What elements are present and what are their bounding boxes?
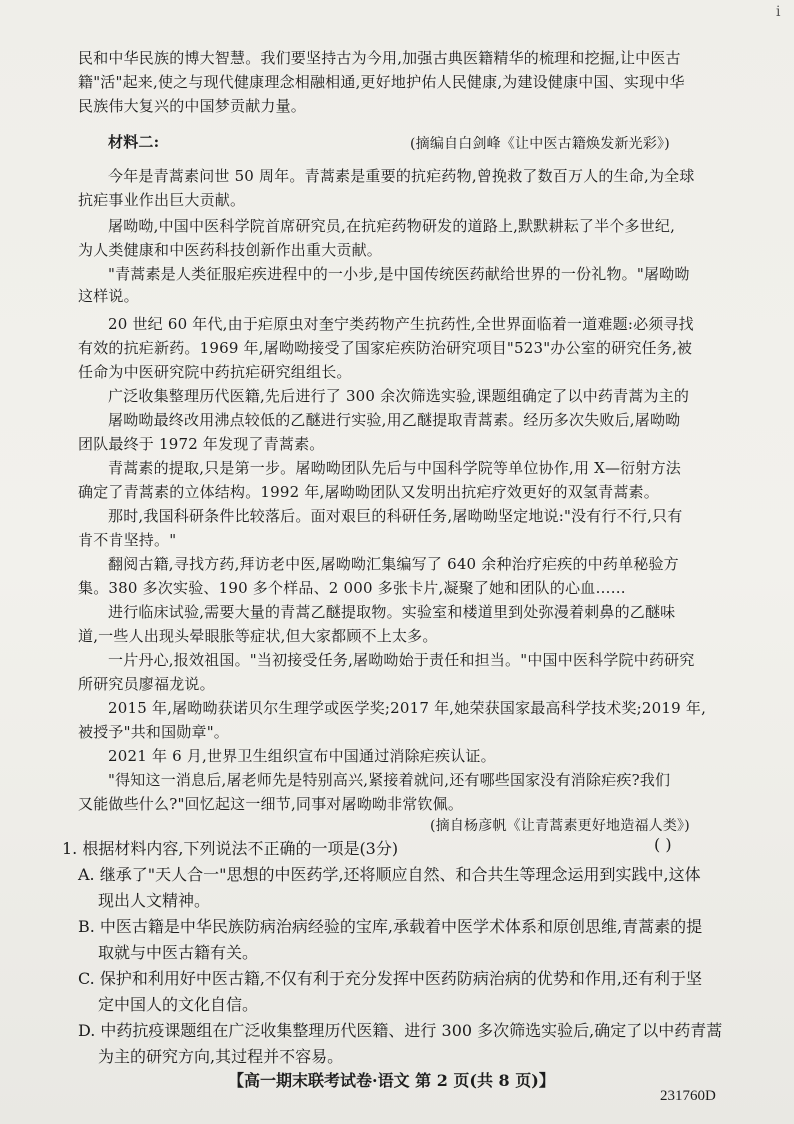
option-a-cont: 现出人文精神。 [98, 891, 211, 910]
question-stem: 1. 根据材料内容,下列说法不正确的一项是(3分) [62, 839, 399, 858]
text-line: 2021 年 6 月,世界卫生组织宣布中国通过消除疟疾认证。 [108, 747, 496, 765]
text-line: 进行临床试验,需要大量的青蒿乙醚提取物。实验室和楼道里到处弥漫着刺鼻的乙醚味 [108, 603, 676, 621]
text-line: "得知这一消息后,屠老师先是特别高兴,紧接着就问,还有哪些国家没有消除疟疾?我们 [108, 771, 671, 789]
option-c: C. 保护和利用好中医古籍,不仅有利于充分发挥中医药防病治病的优势和作用,还有利于坚 [78, 969, 703, 988]
section-heading: 材料二: [108, 133, 160, 151]
option-a: A. 继承了"天人合一"思想的中医药学,还将顺应自然、和合共生等理念运用到实践中,这体 [78, 865, 701, 884]
text-line: 有效的抗疟新药。1969 年,屠呦呦接受了国家疟疾防治研究项目"523"办公室的研究任务,被 [78, 339, 693, 357]
text-line: 为人类健康和中医药科技创新作出重大贡献。 [78, 241, 383, 259]
text-line: 青蒿素的提取,只是第一步。屠呦呦团队先后与中国科学院等单位协作,用 X—衍射方法 [108, 459, 681, 477]
text-line: 道,一些人出现头晕眼胀等症状,但大家都顾不上太多。 [78, 627, 438, 645]
text-line: 团队最终于 1972 年发现了青蒿素。 [78, 435, 325, 453]
text-line: 集。380 多次实验、190 多个样品、2 000 多张卡片,凝聚了她和团队的心血…… [78, 579, 626, 597]
source-note: (摘自杨彦帆《让青蒿素更好地造福人类》) [430, 818, 690, 834]
option-d: D. 中药抗疫课题组在广泛收集整理历代医籍、进行 300 多次筛选实验后,确定了以中药青蒿 [78, 1021, 723, 1040]
source-note: (摘编自白剑峰《让中医古籍焕发新光彩》) [410, 136, 670, 152]
text-line: 肯不肯坚持。" [78, 531, 177, 549]
option-c-cont: 定中国人的文化自信。 [98, 995, 259, 1014]
text-line: 这样说。 [78, 287, 139, 305]
text-line: 20 世纪 60 年代,由于疟原虫对奎宁类药物产生抗药性,全世界面临着一道难题:必须寻找 [108, 315, 694, 333]
answer-bracket: ( ) [654, 835, 672, 854]
text-line: 被授予"共和国勋章"。 [78, 723, 229, 741]
text-line: 籍"活"起来,使之与现代健康理念相融相通,更好地护佑人民健康,为建设健康中国、实现中华 [78, 73, 685, 91]
text-line: 今年是青蒿素问世 50 周年。青蒿素是重要的抗疟药物,曾挽救了数百万人的生命,为全球 [108, 167, 695, 185]
option-d-cont: 为主的研究方向,其过程并不容易。 [98, 1047, 344, 1066]
text-line: 民族伟大复兴的中国梦贡献力量。 [78, 97, 307, 115]
corner-mark: i [776, 4, 781, 20]
text-line: 屠呦呦最终改用沸点较低的乙醚进行实验,用乙醚提取青蒿素。经历多次失败后,屠呦呦 [108, 411, 681, 429]
text-line: 确定了青蒿素的立体结构。1992 年,屠呦呦团队又发明出抗疟疗效更好的双氢青蒿素。 [78, 483, 659, 501]
exam-code: 231760D [660, 1088, 716, 1104]
text-line: 广泛收集整理历代医籍,先后进行了 300 余次筛选实验,课题组确定了以中药青蒿为主的 [108, 387, 690, 405]
text-line: "青蒿素是人类征服疟疾进程中的一小步,是中国传统医药献给世界的一份礼物。"屠呦呦 [108, 265, 690, 283]
page-footer: 【高一期末联考试卷·语文 第 2 页(共 8 页)】 [228, 1071, 555, 1090]
text-line: 那时,我国科研条件比较落后。面对艰巨的科研任务,屠呦呦坚定地说:"没有行不行,只有 [108, 507, 683, 525]
text-line: 抗疟事业作出巨大贡献。 [78, 191, 246, 209]
text-line: 民和中华民族的博大智慧。我们要坚持古为今用,加强古典医籍精华的梳理和挖掘,让中医古 [78, 49, 681, 67]
text-line: 一片丹心,报效祖国。"当初接受任务,屠呦呦始于责任和担当。"中国中医科学院中药研究 [108, 651, 695, 669]
option-b: B. 中医古籍是中华民族防病治病经验的宝库,承载着中医学术体系和原创思维,青蒿素的提 [78, 917, 703, 936]
text-line: 任命为中医研究院中药抗疟研究组组长。 [78, 363, 352, 381]
text-line: 所研究员廖福龙说。 [78, 675, 215, 693]
text-line: 2015 年,屠呦呦获诺贝尔生理学或医学奖;2017 年,她荣获国家最高科学技术奖;2019 年, [108, 699, 707, 717]
text-line: 翻阅古籍,寻找方药,拜访老中医,屠呦呦汇集编写了 640 余种治疗疟疾的中药单秘验方 [108, 555, 679, 573]
text-line: 屠呦呦,中国中医科学院首席研究员,在抗疟药物研发的道路上,默默耕耘了半个多世纪, [108, 217, 676, 235]
text-line: 又能做些什么?"回忆起这一细节,同事对屠呦呦非常钦佩。 [78, 795, 464, 813]
option-b-cont: 取就与中医古籍有关。 [98, 943, 259, 962]
